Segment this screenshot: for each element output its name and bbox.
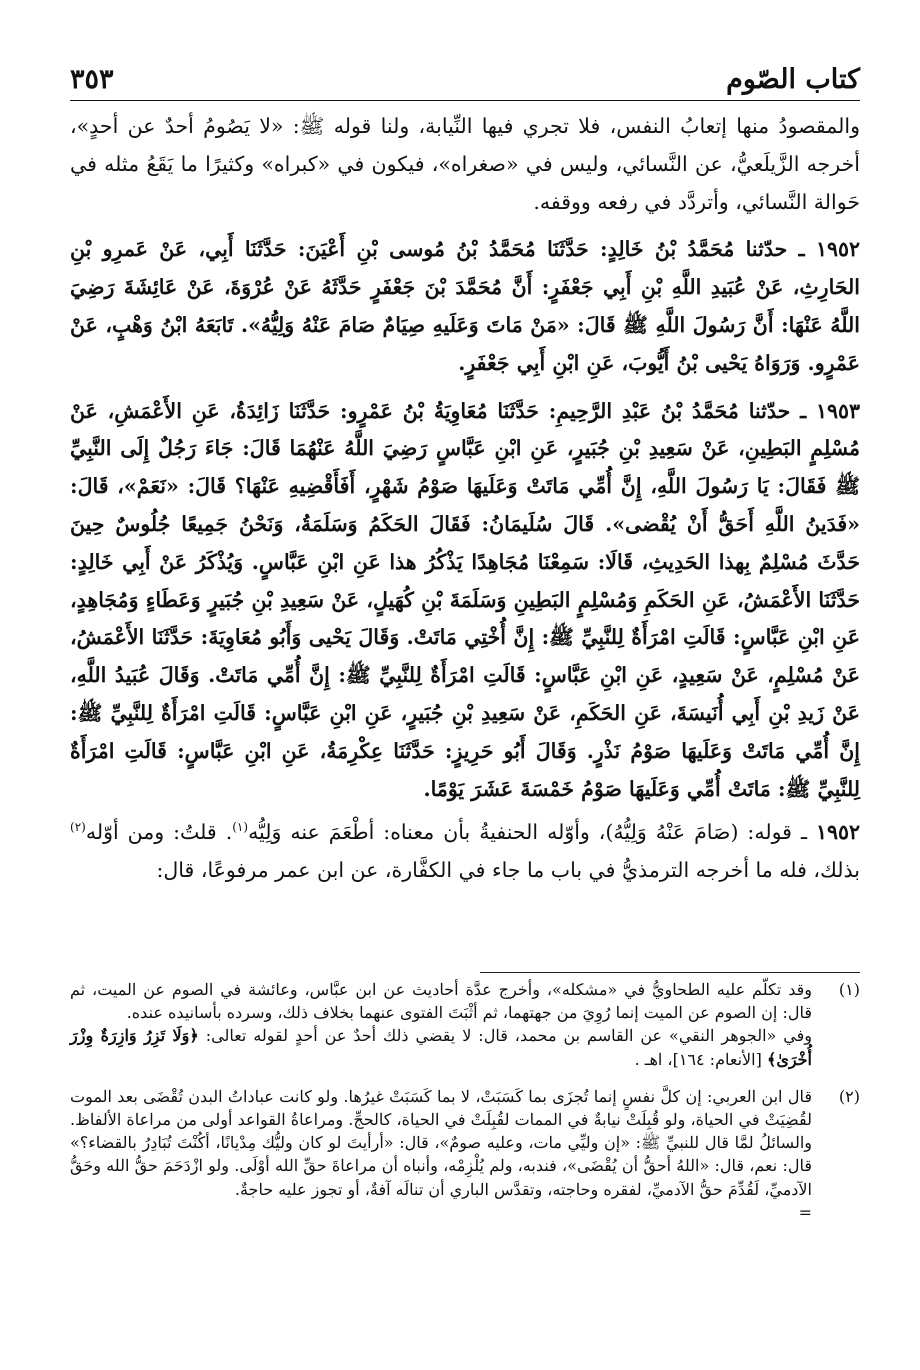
hadith-text: ـ حدّثنا مُحَمَّدُ بْنُ عَبْدِ الرَّحِيمِ: حَدَّثَنَا مُعَاوِيَةُ بْنُ عَمْرٍو: حَدَّثَنَا زَائِدَةُ، عَنِ الأَعْمَشِ، عَنْ مُسْلِمٍ البَطِينِ، عَنْ سَعِيدِ بْنِ جُبَيرٍ، عَنِ ابْنِ عَبَّاسٍ رَضِيَ اللَّهُ عَنْهُمَا قَالَ: جَاءَ رَجُلٌ إِلَى النَّبِيِّ ﷺ فَقَالَ: يَا رَسُولَ اللَّهِ، إِنَّ أُمِّي مَاتَتْ وَعَلَيهَا صَوْمُ شَهْرٍ، أَفَأَقْضِيهِ عَنْهَا؟ قَالَ: «نَعَمْ»، قَالَ: «فَدَينُ اللَّهِ أَحَقُّ أَنْ يُقْضى». قَالَ سُلَيمَانُ: فَقَالَ الحَكَمُ وَسَلَمَةُ، وَنَحْنُ جَمِيعًا جُلُوسٌ حِينَ حَدَّثَ مُسْلِمٌ بِهذا الحَدِيثِ، قَالَا: سَمِعْنَا مُجَاهِدًا يَذْكُرُ هذا عَنِ ابْنِ عَبَّاسٍ. وَيُذْكَرُ عَنْ أَبِي خَالِدٍ: حَدَّثَنَا الأَعْمَشُ، عَنِ الحَكَمِ وَمُسْلِمٍ البَطِينِ وَسَلَمَةَ بْنِ كُهَيلٍ، عَنْ سَعِيدِ بْنِ جُبَيرٍ وَعَطَاءٍ وَمُجَاهِدٍ، عَنِ ابْنِ عَبَّاسٍ: قَالَتِ امْرَأَةٌ لِلنَّبِيِّ ﷺ: إِنَّ أُخْتِي مَاتَتْ. وَقَالَ يَحْيى وَأَبُو مُعَاوِيَةَ: حَدَّثَنَا الأَعْمَشُ، عَنْ مُسْلِمٍ، عَنْ سَعِيدٍ، عَنِ ابْنِ عَبَّاسٍ: قَالَتِ امْرَأَةٌ لِلنَّبِيِّ ﷺ: إِنَّ أُمِّي مَاتَتْ. وَقَالَ عُبَيدُ اللَّهِ، عَنْ زَيدِ بْنِ أَبِي أُنَيسَةَ، عَنِ الحَكَمِ، عَنْ سَعِيدِ بْنِ جُبَيرٍ، عَنِ ابْنِ عَبَّاسٍ: قَالَتِ امْرَأَةٌ لِلنَّبِيِّ ﷺ: إِنَّ أُمِّي مَاتَتْ وَعَلَيهَا صَوْمُ نَذْرٍ. وَقَالَ أَبُو حَرِيزٍ: حَدَّثَنَا عِكْرِمَةُ، عَنِ ابْنِ عَبَّاسٍ: قَالَتِ امْرَأَةٌ لِلنَّبِيِّ ﷺ: مَاتَتْ أُمِّي وَعَلَيهَا صَوْمُ خَمْسَةَ عَشَرَ يَوْمًا. <box>70 398 860 801</box>
page-header <box>70 55 860 95</box>
commentary-number: ١٩٥٢ <box>815 820 860 845</box>
hadith-number: ١٩٥٣ <box>815 398 860 423</box>
page-number: ٣٥٣ <box>70 64 114 95</box>
hadith-number: ١٩٥٢ <box>815 237 860 262</box>
header-rule <box>70 100 860 101</box>
quran-verse: ﴿وَلَا تَزِرُ وَازِرَةٌ وِزْرَ أُخْرَىٰ﴾ <box>70 1026 812 1069</box>
commentary-1952 <box>70 814 860 890</box>
footnote-marker: (١) <box>838 980 860 999</box>
footnote-text: وفي «الجوهر النقي» عن القاسم بن محمد، قال: لا يقضي ذلك أحدٌ عن أحدٍ لقوله تعالى: <box>205 1026 813 1046</box>
commentary-text-b: . قلتُ: ومن أوّله <box>85 820 233 845</box>
footnote-paragraph: قال ابن العربي: إن كلَّ نفسٍ إنما تُجزَى بما كَسَبَتْ، لا بما كَسَبَتْ غيرُها. ولو كانت عباداتُ البدن تُقْضَى بعد الموت لقُضِيَتْ في الحياة، ولو قُبِلَتْ نيابةٌ في الممات لقُبِلَتْ في الحياة، كالحجِّ. ومراعاةُ القواعد أولى من مراعاة الألفاظ. والسائلُ لمَّا قال للنبيِّ ﷺ: «إن وليِّي مات، وعليه صومٌ»، قال: «أرأيتَ لو كان وليُّك مِدْيانًا، أكُنْتَ تُبَادِرُ بالقضاء؟» قال: نعم، قال: «اللهُ أحقُّ أن يُقْضَى»، فندبه، ولم يُلْزِمْه، وأنباه أن مراعاةَ حقِّ الله أوْلَى. ولو ازْدَحَمَ حقُّ الله وحَقُّ الآدميِّ، لَقُدِّمَ حقُّ الآدميِّ، لفقره وحاجته، وتقدَّس الباري أن تنالَه آفةٌ، أو تجوز عليه حاجةٌ. <box>70 1086 813 1199</box>
footnote-1 <box>70 978 860 1071</box>
hadith-1953 <box>70 393 860 809</box>
main-text <box>70 108 860 890</box>
footnote-paragraph <box>70 1024 812 1070</box>
footnote-separator <box>480 972 860 973</box>
footnote-ref-2[interactable]: (٢) <box>70 820 86 835</box>
commentary-text-c: بذلك، فله ما أخرجه الترمذيُّ في باب ما جاء في الكفَّارة، عن ابن عمر مرفوعًا، قال: <box>156 858 860 883</box>
footnote-2 <box>70 1085 860 1224</box>
hadith-1952 <box>70 231 860 382</box>
footnote-marker: (٢) <box>838 1086 860 1106</box>
footnote-paragraph: وقد تكلّم عليه الطحاويُّ في «مشكله»، وأخرج عدَّة أحاديث عن ابن عبَّاس، وعائشة في الصوم عن الميت، ثم قال: إن الصوم عن الميت إنما رُوِيَ من جهتهما، ثم أثْبَتَ الفتوى عنهما بخلاف ذلك، وسرده بأسانيده عنده. <box>70 980 812 1023</box>
book-title: كتاب الصّوم <box>726 64 860 95</box>
footnote-ref-1[interactable]: (١) <box>232 820 249 835</box>
continuation-mark: = <box>798 1202 812 1222</box>
commentary-text-a: ـ قوله: (صَامَ عَنْهُ وَلِيُّهُ)، وأوّله الحنفيةُ بأن معناه: أطْعَمَ عنه وَلِيُّه <box>248 820 807 845</box>
quran-reference: [الأنعام: ١٦٤]، اهـ . <box>634 1049 762 1069</box>
footnotes <box>70 978 860 1224</box>
hadith-text: ـ حدّثنا مُحَمَّدُ بْنُ خَالِدٍ: حَدَّثَنَا مُحَمَّدُ بْنُ مُوسى بْنِ أَعْيَنَ: حَدَّثَنَا أَبِي، عَنْ عَمرِو بْنِ الحَارِثِ، عَنْ عُبَيدِ اللَّهِ بْنِ أَبِي جَعْفَرٍ: أَنَّ مُحَمَّدَ بْنَ جَعْفَرٍ حَدَّثَهُ عَنْ عُرْوَةَ، عَنْ عَائِشَةَ رَضِيَ اللَّهُ عَنْهَا: أَنَّ رَسُولَ اللَّهِ ﷺ قَالَ: «مَنْ مَاتَ وَعَلَيهِ صِيَامٌ صَامَ عَنْهُ وَلِيُّهُ». تَابَعَهُ ابْنُ وَهْبٍ، عَنْ عَمْرٍو. وَرَوَاهُ يَحْيى بْنُ أَيُّوبَ، عَنِ ابْنِ أَبِي جَعْفَرٍ. <box>70 237 860 375</box>
intro-paragraph: والمقصودُ منها إتعابُ النفس، فلا تجري فيها النِّيابة، ولنا قوله ﷺ: «لا يَصُومُ أحدٌ عن أحدٍ»، أخرجه الزَّيلَعيُّ، عن النَّسائي، وليس في «صغراه»، فيكون في «كبراه» وكثيرًا ما يَقَعُ مثله في حَوالة النَّسائي، وأتردَّد في رفعه ووقفه. <box>70 114 860 214</box>
